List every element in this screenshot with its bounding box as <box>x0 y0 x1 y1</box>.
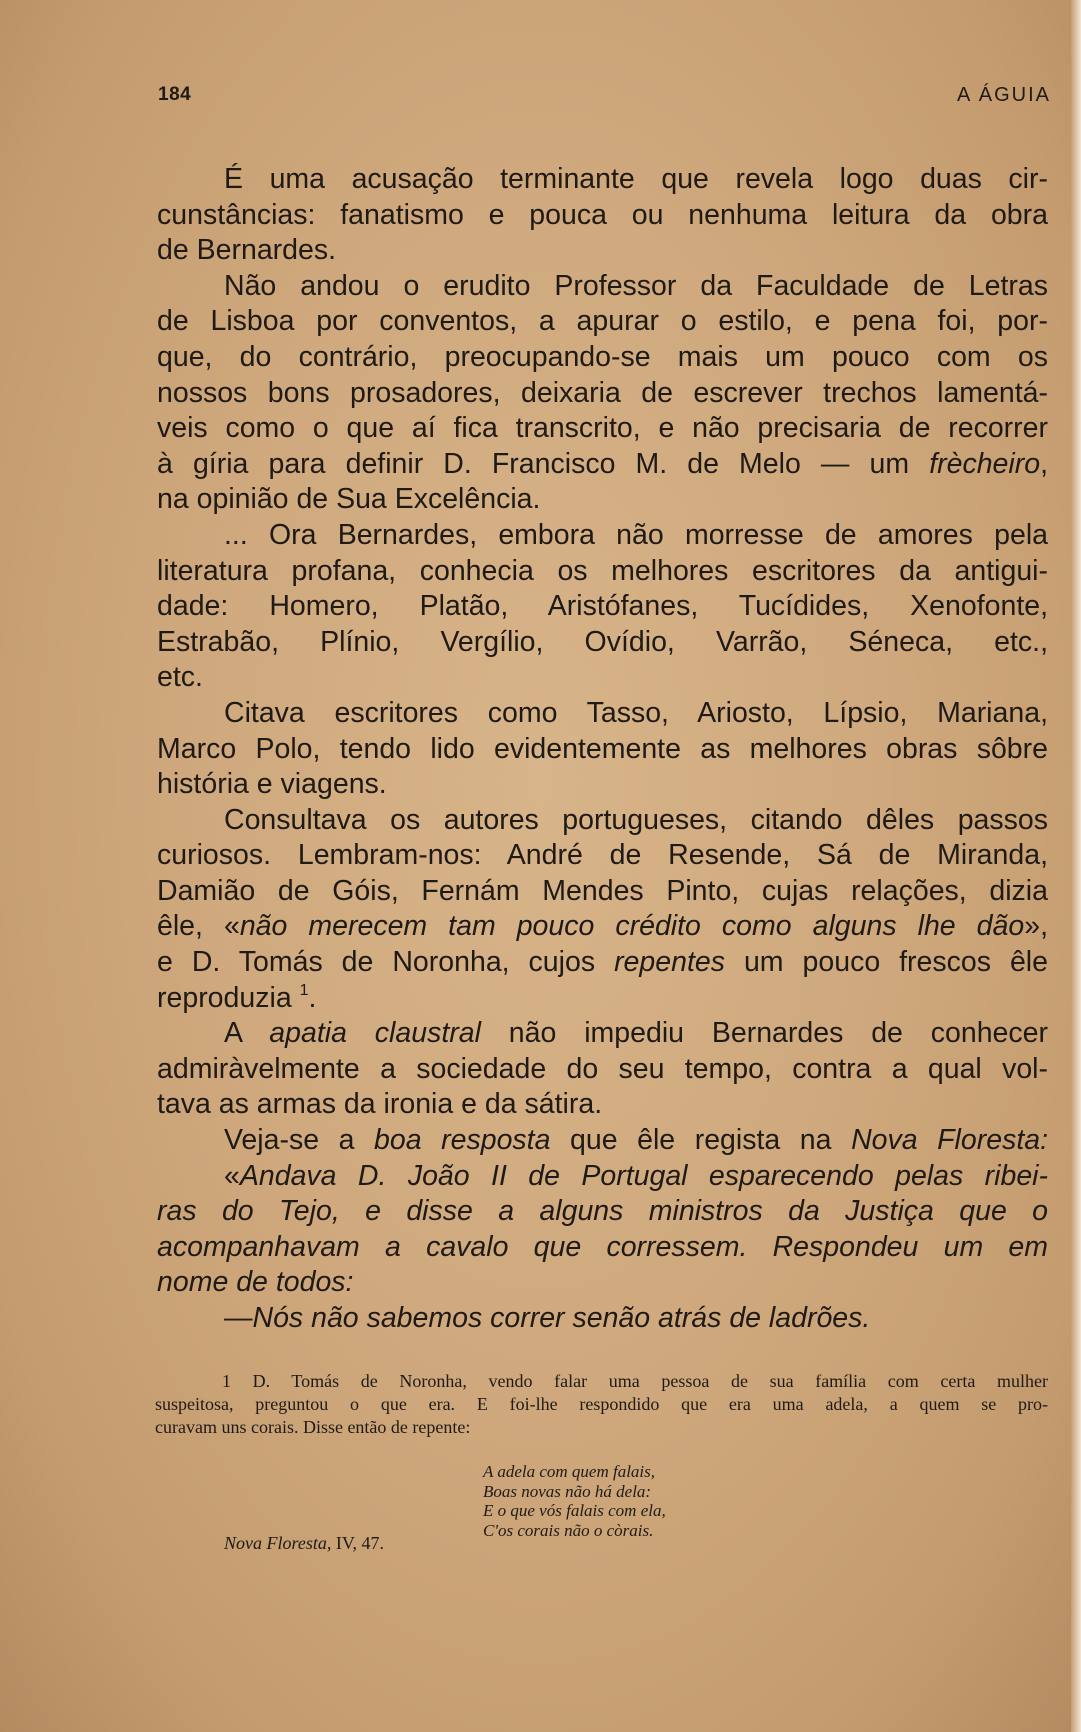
verse-line: A adela com quem falais, <box>483 1462 656 1481</box>
body-line <box>157 554 1048 590</box>
body-text-run: nossos bons prosadores, deixaria de escrever trechos lamentá- <box>157 376 1048 409</box>
body-line <box>157 411 1048 447</box>
body-text-run: repentes <box>614 946 725 979</box>
body-line <box>157 1265 1048 1301</box>
body-line <box>157 696 1048 732</box>
body-text-run: apatia claustral <box>269 1017 481 1050</box>
body-line <box>157 1016 1048 1052</box>
body-text-run: na opinião de Sua Excelência. <box>157 483 541 516</box>
body-text-run: Veja-se a <box>224 1124 375 1157</box>
body-text-run: curiosos. Lembram-nos: André de Resende, Sá de Miranda, <box>157 839 1048 872</box>
body-line <box>157 838 1048 874</box>
body-text-run: », <box>1024 910 1048 943</box>
body-text-run: de Bernardes. <box>157 234 337 267</box>
body-line <box>157 269 1048 305</box>
running-head: A ÁGUIA <box>956 84 1051 106</box>
footnote-verse <box>483 1462 666 1540</box>
body-text-run: admiràvelmente a sociedade do seu tempo, contra a qual vol- <box>157 1052 1048 1085</box>
body-line <box>157 945 1048 981</box>
body-text-run: Consultava os autores portugueses, citando dêles passos <box>224 803 1048 836</box>
body-line <box>157 767 1048 803</box>
body-line <box>157 162 1048 198</box>
footnote-source-ref: IV, 47. <box>331 1533 385 1553</box>
footnote-text-run: suspeitosa, preguntou o que era. E foi-lhe respondido que era uma adela, a quem se pro- <box>155 1394 1048 1414</box>
body-line <box>157 625 1048 661</box>
body-text-run: , <box>1040 447 1048 480</box>
body-line <box>157 304 1048 340</box>
body-text-run: Citava escritores como Tasso, Ariosto, Lípsio, Mariana, <box>224 696 1048 729</box>
body-line <box>157 198 1048 234</box>
body-text-run: literatura profana, conhecia os melhores escritores da antigui- <box>157 554 1048 587</box>
body-text-run: Nova Floresta: <box>851 1124 1049 1157</box>
footnote-line <box>155 1393 1048 1416</box>
body-text-run: que, do contrário, preocupando-se mais um pouco com os <box>157 340 1048 373</box>
body-text-run: ... Ora Bernardes, embora não morresse de amores pela <box>224 518 1048 551</box>
body-text-run: A <box>224 1017 270 1050</box>
body-text-run: tava as armas da ironia e da sátira. <box>157 1088 603 1121</box>
body-text-run: dade: Homero, Platão, Aristófanes, Tucídides, Xenofonte, <box>157 590 1048 623</box>
body-text-run: 1 <box>299 981 309 999</box>
body-text-run: acompanhavam a cavalo que corressem. Respondeu um em <box>157 1230 1048 1263</box>
footnote-line <box>155 1416 1048 1439</box>
body-text-run: É uma acusação terminante que revela logo duas cir- <box>224 163 1048 195</box>
body-text-run: um pouco frescos êle <box>724 946 1048 979</box>
body-text-run: — <box>224 1302 253 1334</box>
footnote <box>155 1370 1048 1439</box>
body-text-run: e D. Tomás de Noronha, cujos <box>157 946 615 979</box>
body-line <box>157 1230 1048 1266</box>
body-line <box>157 589 1048 625</box>
body-text-run: veis como o que aí fica transcrito, e não precisaria de recorrer <box>157 412 1048 445</box>
page-header <box>158 84 1051 114</box>
body-text-run: ras do Tejo, e disse a alguns ministros da Justiça que o <box>157 1195 1048 1228</box>
body-text-run: reproduzia <box>157 981 300 1014</box>
body-text-run: nome de todos: <box>157 1266 354 1299</box>
page-edge <box>1071 0 1081 1732</box>
body-text-run: Não andou o erudito Professor da Faculdade de Letras <box>224 269 1048 302</box>
body-text-run: à gíria para definir D. Francisco M. de Melo — um <box>157 447 930 480</box>
body-text-run: « <box>224 1159 240 1192</box>
body-line <box>157 1301 1048 1337</box>
verse-line: E o que vós falais com ela, <box>483 1501 666 1520</box>
body-line <box>157 447 1048 483</box>
body-line <box>157 874 1048 910</box>
footnote-source <box>224 1533 384 1554</box>
body-text-run: cunstâncias: fanatismo e pouca ou nenhuma leitura da obra <box>157 198 1048 231</box>
body-text-run: Andava D. João II de Portugal esparecendo pelas ribei- <box>239 1159 1048 1192</box>
body-text-run: êle, « <box>157 910 240 943</box>
footnote-source-title: Nova Floresta, <box>224 1533 332 1553</box>
verse-line: C'os corais não o còrais. <box>483 1520 654 1540</box>
body-text-run: frècheiro <box>929 447 1041 480</box>
body-text <box>157 162 1048 1337</box>
body-text-run: que êle regista na <box>550 1124 852 1157</box>
body-line <box>157 1159 1048 1195</box>
body-line <box>157 660 1048 696</box>
body-line <box>157 376 1048 412</box>
verse-line: Boas novas não há dela: <box>483 1481 652 1501</box>
body-text-run: Damião de Góis, Fernám Mendes Pinto, cujas relações, dizia <box>157 874 1048 907</box>
body-text-run: não merecem tam pouco crédito como alguns lhe dão <box>239 910 1025 943</box>
body-line <box>157 1194 1048 1230</box>
body-line <box>157 909 1048 945</box>
body-line <box>157 1123 1048 1159</box>
body-line <box>157 732 1048 768</box>
body-text-run: . <box>308 981 317 1014</box>
body-text-run: Estrabão, Plínio, Vergílio, Ovídio, Varrão, Séneca, etc., <box>157 625 1048 658</box>
body-text-run: não impediu Bernardes de conhecer <box>480 1017 1048 1050</box>
body-text-run: etc. <box>157 661 203 694</box>
footnote-text-run: 1 D. Tomás de Noronha, vendo falar uma pessoa de sua família com certa mulher <box>222 1371 1048 1391</box>
body-line <box>157 482 1048 518</box>
body-text-run: boa resposta <box>374 1124 551 1157</box>
body-line <box>157 803 1048 839</box>
body-text-run: Marco Polo, tendo lido evidentemente as melhores obras sôbre <box>157 732 1048 765</box>
body-line <box>157 1052 1048 1088</box>
body-line <box>157 233 1048 269</box>
body-text-run: Nós não sabemos correr senão atrás de ladrões. <box>252 1302 871 1334</box>
body-line <box>157 1087 1048 1123</box>
body-text-run: história e viagens. <box>157 768 387 801</box>
body-text-run: de Lisboa por conventos, a apurar o estilo, e pena foi, por- <box>157 305 1048 338</box>
page-number: 184 <box>158 84 192 105</box>
body-line <box>157 518 1048 554</box>
footnote-text-run: curavam uns corais. Disse então de repente: <box>155 1417 471 1437</box>
footnote-line <box>155 1370 1048 1393</box>
body-line <box>157 981 1048 1017</box>
body-line <box>157 340 1048 376</box>
